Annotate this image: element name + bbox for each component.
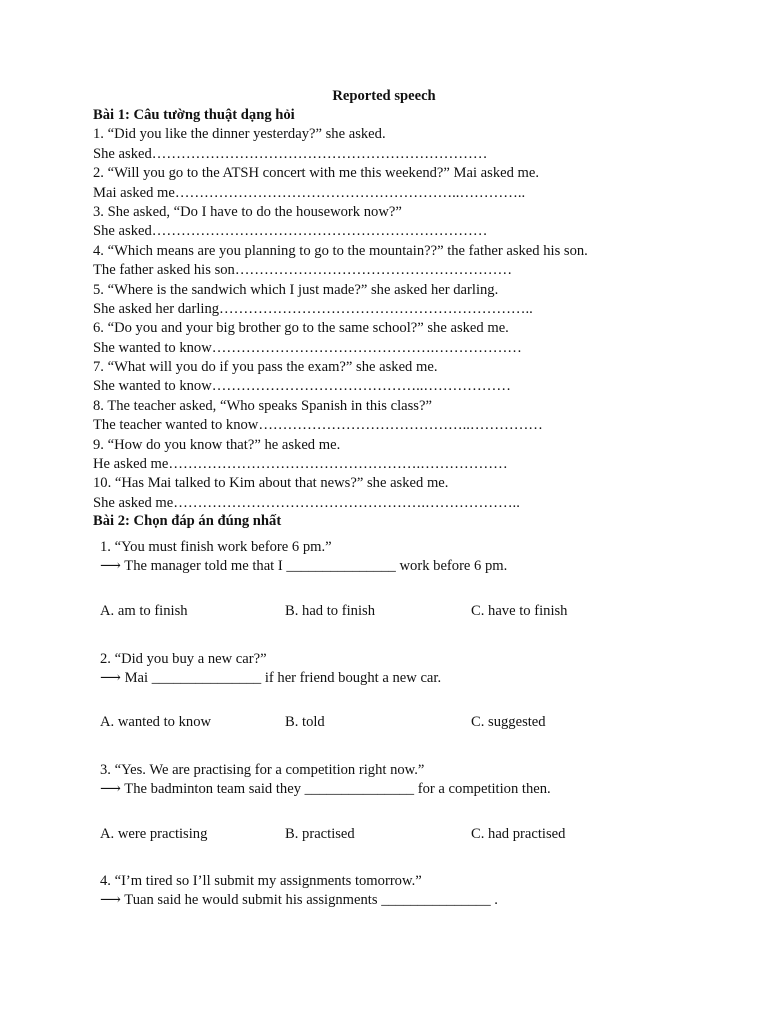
section-1-heading: Bài 1: Câu tường thuật dạng hỏi — [93, 107, 295, 123]
mc-question-2-quote: 2. “Did you buy a new car?” — [100, 651, 267, 667]
mc-question-3-option-c: C. had practised — [471, 826, 566, 842]
exercise-1-answer-line: She asked…………………………………………………………… — [93, 145, 488, 162]
section-1 — [93, 106, 733, 513]
exercise-2-answer-line: Mai asked me…………………………………………………..………….. — [93, 184, 526, 201]
mc-question-4-reported: ⟶ Tuan said he would submit his assignments _______________ . — [100, 892, 498, 909]
mc-question-4-quote: 4. “I’m tired so I’ll submit my assignments tomorrow.” — [100, 873, 422, 889]
exercise-4-question: 4. “Which means are you planning to go to the mountain??” the father asked his son. — [93, 242, 588, 259]
mc-question-1-option-a: A. am to finish — [100, 603, 188, 619]
exercise-8-question: 8. The teacher asked, “Who speaks Spanish in this class?” — [93, 397, 432, 414]
exercise-1-question: 1. “Did you like the dinner yesterday?” she asked. — [93, 126, 386, 143]
mc-question-3-option-a: A. were practising — [100, 826, 208, 842]
exercise-9-answer-line: He asked me…………………………………………….……………… — [93, 456, 508, 473]
mc-question-2-options — [100, 713, 700, 732]
exercise-4-answer-line: The father asked his son………………………………………………… — [93, 262, 513, 279]
page-title: Reported speech — [332, 88, 436, 104]
exercise-7-question: 7. “What will you do if you pass the exam?” she asked me. — [93, 359, 438, 376]
mc-question-1-option-b: B. had to finish — [285, 603, 375, 619]
mc-question-2-option-b: B. told — [285, 714, 325, 730]
mc-question-3-quote: 3. “Yes. We are practising for a competition right now.” — [100, 762, 425, 778]
exercise-9-question: 9. “How do you know that?” he asked me. — [93, 436, 341, 453]
exercise-5-answer-line: She asked her darling……………………………………………………….. — [93, 300, 533, 317]
mc-question-2-option-a: A. wanted to know — [100, 714, 212, 730]
exercise-6-question: 6. “Do you and your big brother go to the same school?” she asked me. — [93, 320, 509, 337]
mc-question-2-option-c: C. suggested — [471, 714, 546, 730]
exercise-2-question: 2. “Will you go to the ATSH concert with me this weekend?” Mai asked me. — [93, 165, 540, 182]
exercise-6-answer-line: She wanted to know……………………………………….……………… — [93, 339, 522, 356]
exercise-7-answer-line: She wanted to know……………………………………..……………… — [93, 378, 511, 395]
mc-question-1-reported: ⟶ The manager told me that I _______________ work before 6 pm. — [100, 558, 508, 575]
exercise-3-answer-line: She asked…………………………………………………………… — [93, 223, 488, 240]
mc-question-1-quote: 1. “You must finish work before 6 pm.” — [100, 539, 332, 555]
section-2-heading: Bài 2: Chọn đáp án đúng nhất — [93, 513, 282, 529]
exercise-5-question: 5. “Where is the sandwich which I just made?” she asked her darling. — [93, 281, 499, 298]
mc-question-3-option-b: B. practised — [285, 826, 355, 842]
exercise-10-question: 10. “Has Mai talked to Kim about that news?” she asked me. — [93, 475, 449, 492]
exercise-10-answer-line: She asked me…………………………………………….……………….. — [93, 494, 520, 511]
mc-question-1-option-c: C. have to finish — [471, 603, 568, 619]
mc-question-1-options — [100, 602, 700, 621]
exercise-3-question: 3. She asked, “Do I have to do the housework now?” — [93, 203, 402, 220]
mc-question-2-reported: ⟶ Mai _______________ if her friend bought a new car. — [100, 670, 442, 687]
mc-question-1 — [100, 538, 700, 577]
mc-question-3-options — [100, 825, 700, 844]
mc-question-3 — [100, 761, 700, 800]
mc-question-2 — [100, 650, 700, 689]
exercise-8-answer-line: The teacher wanted to know……………………………………..…………… — [93, 417, 543, 434]
mc-question-4 — [100, 872, 700, 911]
mc-question-3-reported: ⟶ The badminton team said they _______________ for a competition then. — [100, 781, 551, 798]
